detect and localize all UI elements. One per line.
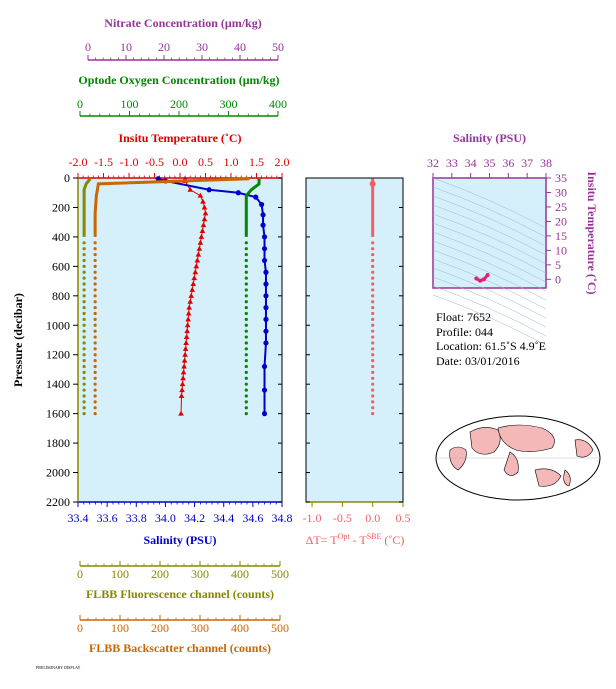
main-plot-area	[78, 178, 282, 502]
fluorescence-point	[83, 412, 86, 415]
fluorescence-point	[83, 318, 86, 321]
nitrate-axis-label: Nitrate Concentration (μm/kg)	[104, 16, 262, 30]
backscatter-tick-label: 400	[231, 621, 249, 635]
oxygen-tick-label: 0	[77, 97, 83, 111]
fluorescence-point	[83, 271, 86, 274]
salinity-tick-label: 33.4	[67, 511, 89, 525]
ts-salinity-tick-label: 32	[427, 156, 439, 170]
delta-t-tick-label: -1.0	[302, 511, 322, 525]
delta-t-point	[371, 294, 374, 297]
delta-t-point	[371, 341, 374, 344]
fluorescence-point	[83, 347, 86, 350]
nitrate-tick-label: 20	[158, 40, 170, 54]
backscatter-tick-label: 0	[77, 621, 83, 635]
temperature-tick-label: 2.0	[274, 155, 290, 169]
fluorescence-point	[83, 324, 86, 327]
ts-salinity-tick-label: 36	[502, 156, 515, 170]
backscatter-point	[94, 265, 97, 268]
fluorescence-point	[83, 394, 86, 397]
salinity-point	[262, 234, 267, 239]
fluorescence-point	[83, 335, 86, 338]
oxygen-point	[245, 406, 248, 409]
delta-t-point	[371, 282, 374, 285]
delta-t-point	[371, 400, 374, 403]
oxygen-tick-label: 300	[219, 97, 238, 111]
fluorescence-tick-label: 400	[231, 567, 249, 581]
temperature-tick-label: 1.5	[249, 155, 264, 169]
backscatter-point	[94, 335, 97, 338]
temperature-tick-label: 0.5	[198, 155, 213, 169]
salinity-point	[253, 195, 258, 200]
delta-t-point	[371, 383, 374, 386]
salinity-point	[236, 190, 241, 195]
delta-t-point	[371, 277, 374, 280]
delta-t-point	[371, 365, 374, 368]
temperature-tick-label: -1.5	[94, 155, 113, 169]
backscatter-point	[94, 324, 97, 327]
backscatter-point	[94, 406, 97, 409]
backscatter-point	[94, 359, 97, 362]
delta-t-point	[371, 259, 374, 262]
salinity-tick-label: 34.8	[271, 511, 293, 525]
backscatter-point	[94, 371, 97, 374]
pressure-tick-label: 400	[52, 229, 70, 244]
oxygen-point	[245, 365, 248, 368]
oxygen-point	[245, 412, 248, 415]
delta-t-point	[371, 394, 374, 397]
oxygen-point	[245, 312, 248, 315]
fluorescence-point	[83, 371, 86, 374]
fluorescence-point	[83, 406, 86, 409]
ts-temperature-tick-label: 5	[555, 257, 561, 272]
oxygen-point	[245, 253, 248, 256]
delta-t-plot-area	[306, 178, 403, 502]
location: Location: 61.5˚S 4.9˚E	[436, 339, 546, 353]
oxygen-point	[245, 359, 248, 362]
salinity-point	[263, 293, 268, 298]
pressure-axis-label: Pressure (decibar)	[11, 293, 25, 387]
fluorescence-point	[83, 277, 86, 280]
nitrate-tick-label: 10	[120, 40, 132, 54]
backscatter-tick-label: 100	[111, 621, 129, 635]
salinity-point	[260, 223, 265, 228]
backscatter-point	[94, 341, 97, 344]
delta-t-point	[371, 412, 374, 415]
fluorescence-axis-label: FLBB Fluorescence channel (counts)	[85, 587, 275, 601]
backscatter-point	[94, 282, 97, 285]
land-mass	[470, 427, 500, 454]
backscatter-point	[94, 294, 97, 297]
backscatter-point	[94, 365, 97, 368]
pressure-tick-label: 1000	[46, 318, 70, 333]
salinity-axis-label: Salinity (PSU)	[143, 533, 217, 547]
ts-point	[474, 276, 478, 280]
ts-temperature-tick-label: 25	[555, 199, 567, 214]
pressure-tick-label: 200	[52, 200, 70, 215]
temperature-tick-label: -2.0	[68, 155, 88, 169]
fluorescence-point	[83, 312, 86, 315]
fluorescence-tick-label: 200	[151, 567, 169, 581]
fluorescence-tick-label: 100	[111, 567, 129, 581]
fluorescence-point	[83, 400, 86, 403]
temperature-tick-label: -0.5	[145, 155, 164, 169]
salinity-tick-label: 34.0	[154, 511, 176, 525]
temperature-tick-label: 0.0	[172, 155, 188, 169]
delta-t-point	[371, 335, 374, 338]
oxygen-point	[245, 330, 248, 333]
delta-t-point	[371, 241, 374, 244]
fluorescence-point	[83, 330, 86, 333]
fluorescence-point	[83, 294, 86, 297]
delta-t-point	[371, 300, 374, 303]
oxygen-point	[245, 353, 248, 356]
delta-t-point	[371, 271, 374, 274]
float-info	[436, 310, 546, 368]
salinity-tick-label: 34.2	[184, 511, 206, 525]
delta-t-point	[371, 377, 374, 380]
date: Date: 03/01/2016	[436, 353, 520, 368]
fluorescence-point	[83, 359, 86, 362]
oxygen-point	[245, 277, 248, 280]
delta-t-point	[371, 330, 374, 333]
delta-t-point	[371, 253, 374, 256]
oxygen-point	[245, 400, 248, 403]
oxygen-point	[245, 265, 248, 268]
footer-note: PRELIMINARY DISPLAY	[36, 665, 81, 670]
ts-salinity-tick-label: 37	[521, 156, 534, 170]
salinity-tick-label: 34.6	[242, 511, 264, 525]
fluorescence-point	[83, 241, 86, 244]
pressure-tick-label: 1200	[46, 347, 70, 362]
backscatter-point	[94, 277, 97, 280]
pressure-tick-label: 2200	[46, 495, 70, 509]
oxygen-point	[245, 347, 248, 350]
oxygen-axis-label: Optode Oxygen Concentration (μm/kg)	[78, 73, 280, 87]
oxygen-point	[245, 241, 248, 244]
nitrate-tick-label: 30	[196, 40, 208, 54]
salinity-tick-label: 33.6	[96, 511, 118, 525]
backscatter-point	[94, 388, 97, 391]
backscatter-point	[94, 394, 97, 397]
backscatter-point	[94, 253, 97, 256]
ts-salinity-axis-label: Salinity (PSU)	[452, 131, 527, 145]
pressure-tick-label: 800	[52, 288, 70, 303]
oxygen-point	[245, 247, 248, 250]
salinity-point	[262, 258, 267, 263]
fluorescence-point	[83, 259, 86, 262]
delta-t-point	[371, 353, 374, 356]
pressure-tick-label: 600	[52, 259, 70, 274]
ts-point	[482, 277, 486, 281]
delta-t-point	[371, 347, 374, 350]
pressure-tick-label: 1800	[46, 436, 70, 451]
fluorescence-point	[83, 282, 86, 285]
oxygen-point	[245, 377, 248, 380]
delta-t-point	[371, 318, 374, 321]
ts-plot-area	[433, 178, 546, 288]
salinity-tick-label: 33.8	[125, 511, 147, 525]
oxygen-point	[245, 300, 248, 303]
backscatter-point	[94, 330, 97, 333]
backscatter-point	[94, 412, 97, 415]
delta-t-point	[371, 324, 374, 327]
backscatter-point	[94, 312, 97, 315]
fluorescence-point	[83, 365, 86, 368]
salinity-point	[263, 329, 268, 334]
pressure-tick-label: 1400	[46, 377, 70, 392]
fluorescence-point	[83, 288, 86, 291]
ts-point	[478, 279, 482, 283]
ts-temperature-tick-label: 10	[555, 243, 567, 258]
oxygen-tick-label: 400	[269, 97, 287, 111]
oxygen-tick-label: 200	[170, 97, 188, 111]
pressure-tick-label: 2000	[46, 465, 70, 480]
fluorescence-point	[83, 253, 86, 256]
backscatter-axis-label: FLBB Backscatter channel (counts)	[88, 641, 272, 655]
salinity-point	[262, 364, 267, 369]
fluorescence-point	[83, 388, 86, 391]
oxygen-point	[245, 341, 248, 344]
salinity-tick-label: 34.4	[213, 511, 235, 525]
salinity-point	[263, 340, 268, 345]
delta-t-tick-label: 0.5	[395, 511, 411, 525]
delta-t-point	[371, 388, 374, 391]
oxygen-point	[245, 324, 248, 327]
ts-temperature-tick-label: 35	[555, 171, 567, 185]
fluorescence-point	[83, 265, 86, 268]
oxygen-point	[245, 388, 248, 391]
ts-salinity-tick-label: 38	[540, 156, 552, 170]
oxygen-point	[245, 259, 248, 262]
backscatter-point	[94, 271, 97, 274]
ts-salinity-tick-label: 33	[445, 156, 458, 170]
nitrate-tick-label: 0	[85, 40, 91, 54]
fluorescence-point	[83, 383, 86, 386]
temperature-tick-label: -1.0	[119, 155, 139, 169]
backscatter-point	[94, 318, 97, 321]
oxygen-point	[245, 288, 248, 291]
backscatter-point	[94, 300, 97, 303]
oxygen-point	[245, 282, 248, 285]
temperature-tick-label: 1.0	[223, 155, 239, 169]
salinity-point	[262, 411, 267, 416]
salinity-point	[263, 281, 268, 286]
ts-salinity-tick-label: 35	[483, 156, 496, 170]
delta-t-point	[371, 288, 374, 291]
backscatter-point	[94, 400, 97, 403]
salinity-point	[260, 212, 265, 217]
delta-t-point	[371, 247, 374, 250]
pressure-tick-label: 1600	[46, 406, 70, 421]
backscatter-point	[94, 306, 97, 309]
ts-temperature-tick-label: 20	[555, 214, 567, 229]
delta-t-point	[370, 181, 376, 187]
ts-temperature-axis-label: Insitu Temperature (˚C)	[585, 171, 599, 295]
delta-t-point	[371, 406, 374, 409]
float-id: Float: 7652	[436, 310, 492, 324]
delta-t-point	[371, 265, 374, 268]
delta-t-tick-label: 0.0	[365, 511, 381, 525]
backscatter-tick-label: 300	[191, 621, 209, 635]
salinity-point	[262, 246, 267, 251]
salinity-point	[207, 187, 212, 192]
salinity-point	[263, 305, 268, 310]
oxygen-point	[245, 394, 248, 397]
delta-t-point	[371, 359, 374, 362]
oxygen-point	[245, 294, 248, 297]
ts-point	[486, 273, 490, 277]
fluorescence-point	[83, 306, 86, 309]
fluorescence-point	[83, 300, 86, 303]
delta-t-axis-label: $\Delta T= T^{Opt} - T^{SBE}$ (˚C)	[305, 532, 405, 547]
oxygen-point	[245, 271, 248, 274]
fluorescence-point	[83, 353, 86, 356]
backscatter-point	[94, 383, 97, 386]
nitrate-tick-label: 40	[234, 40, 246, 54]
backscatter-point	[94, 288, 97, 291]
fluorescence-point	[83, 377, 86, 380]
oxygen-point	[245, 306, 248, 309]
backscatter-point	[94, 247, 97, 250]
oxygen-tick-label: 100	[120, 97, 139, 111]
pressure-tick-label: 0	[64, 171, 70, 185]
salinity-point	[262, 387, 267, 392]
fluorescence-point	[83, 247, 86, 250]
ts-temperature-tick-label: 30	[555, 185, 567, 200]
oxygen-point	[245, 335, 248, 338]
fluorescence-tick-label: 300	[191, 567, 209, 581]
oxygen-point	[245, 383, 248, 386]
fluorescence-point	[83, 341, 86, 344]
temperature-axis-label: Insitu Temperature (˚C)	[118, 131, 242, 145]
delta-t-point	[371, 371, 374, 374]
ts-salinity-tick-label: 34	[464, 156, 477, 170]
world-map	[436, 416, 600, 500]
oxygen-point	[245, 318, 248, 321]
delta-t-point	[371, 306, 374, 309]
backscatter-point	[94, 377, 97, 380]
salinity-point	[259, 202, 264, 207]
backscatter-tick-label: 500	[271, 621, 289, 635]
delta-t-tick-label: -0.5	[332, 511, 352, 525]
ts-temperature-tick-label: 0	[555, 272, 561, 287]
fluorescence-tick-label: 0	[77, 567, 83, 581]
delta-t-point	[371, 312, 374, 315]
backscatter-point	[94, 259, 97, 262]
ts-temperature-tick-label: 15	[555, 228, 567, 243]
nitrate-tick-label: 50	[272, 40, 284, 54]
salinity-point	[263, 317, 268, 322]
backscatter-point	[94, 353, 97, 356]
backscatter-tick-label: 200	[151, 621, 169, 635]
oxygen-point	[245, 371, 248, 374]
backscatter-point	[94, 241, 97, 244]
backscatter-point	[94, 347, 97, 350]
profile-number: Profile: 044	[436, 324, 493, 339]
fluorescence-tick-label: 500	[271, 567, 289, 581]
salinity-point	[263, 270, 268, 275]
